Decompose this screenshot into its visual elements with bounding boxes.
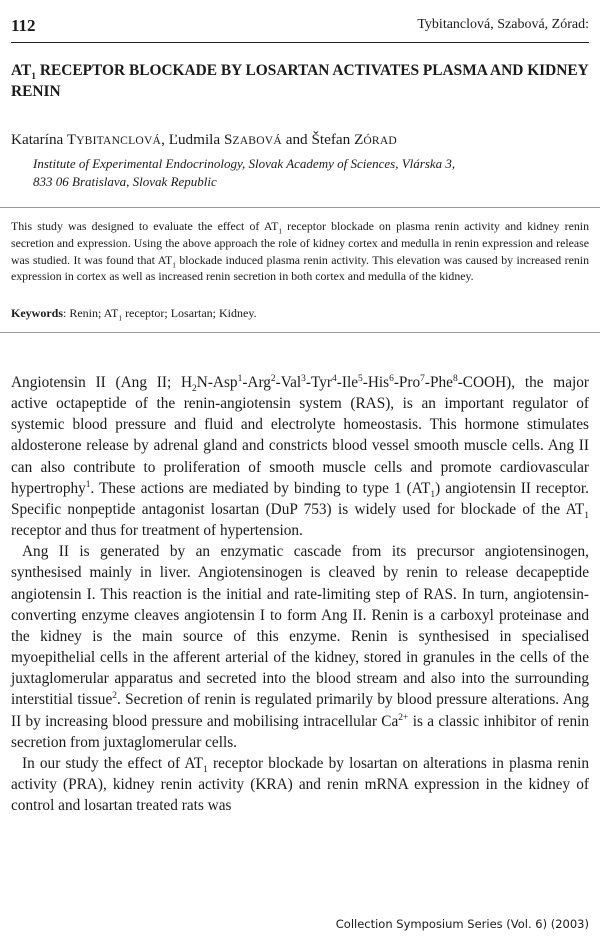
paragraph-3: In our study the effect of $AT_1$ receptor blockade by losartan on alterations in plasma renin activity (PRA), kidney renin activity (KRA) and renin mRNA expression in the kidney of control and losartan treated rats was xyxy=(11,754,589,815)
article-title: $AT_1$ RECEPTOR BLOCKADE BY LOSARTAN ACTIVATES PLASMA AND KIDNEY RENIN xyxy=(11,62,589,100)
abstract-text: This study was designed to evaluate the effect of $AT_1$ receptor blockade on plasma renin activity and kidney renin secretion and expression. Using the above approach the role of kidney cortex and medulla in renin expression and release was studied. It was found that $AT_1$ blockade induced plasma renin activity. This elevation was caused by increased renin expression in cortex as well as increased renin secretion in both cortex and medulla of the kidney. xyxy=(11,219,590,284)
page-footer: Collection Symposium Series (Vol. 6) (2003) xyxy=(335,917,589,931)
affiliation xyxy=(33,155,455,191)
author-3: Štefan ZÓRAD xyxy=(311,131,397,148)
reference-2: 2 xyxy=(112,691,117,702)
affiliation-line-1: Institute of Experimental Endocrinology, Slovak Academy of Sciences, Vlárska 3, xyxy=(33,156,456,171)
affiliation-line-2: 833 06 Bratislava, Slovak Republic xyxy=(33,174,217,189)
article-body xyxy=(11,372,589,816)
paragraph-2: Ang II is generated by an enzymatic cascade from its precursor angiotensinogen, synthesised mainly in liver. Angiotensinogen is cleaved by renin to release decapeptide angiotensin I. This reaction is the initial and rate-limiting step of RAS. In turn, angiotensin-converting enzyme cleaves angiotensin I to form Ang II. Renin is a carboxyl proteinase and the kidney is the main source of this enzyme. Renin is synthesised in specialised myoepithelial cells in the afferent arterial of the kidney, stored in granules in the cells of the juxtaglomerular apparatus and secreted into the blood stream and also into the surrounding interstitial tissue$^2$. Secretion of renin is regulated primarily by blood pressure alterations. Ang II by increasing blood pressure and mobilising intracellular $Ca^{2+}$ is a classic inhibitor of renin secretion from juxtaglomerular cells. xyxy=(11,543,590,751)
header-rule xyxy=(11,42,589,43)
keywords-label: Keywords xyxy=(11,306,63,320)
keywords: Keywords: Renin; $AT_1$ receptor; Losartan; Kidney. xyxy=(11,306,257,323)
author-list: Katarína TYBITANCLOVÁ, Ľudmila SZABOVÁ and Štefan ZÓRAD xyxy=(11,131,397,148)
running-head: Tybitanclová, Szabová, Zórad: xyxy=(417,17,589,32)
author-1: Katarína TYBITANCLOVÁ xyxy=(11,131,162,148)
author-2: Ľudmila SZABOVÁ xyxy=(168,131,282,148)
page-header xyxy=(11,14,589,40)
abstract-section xyxy=(0,207,600,333)
reference-1: 1 xyxy=(85,479,91,490)
paragraph-1: Angiotensin II (Ang II; $H_2N-Asp^1-Arg^2-Val^3-Tyr^4-Ile^5-His^6-Pro^7-Phe^8-COOH$), the major active octapeptide of the renin-angiotensin system (RAS), is an important regulator of systemic blood pressure and fluid and electrolyte homeostasis. This hormone stimulates aldosterone release by adrenal gland and constricts blood vessel smooth muscle cells. Ang II can also contribute to proliferation of smooth muscle cells and promote cardiovascular hypertrophy$^1$. These actions are mediated by binding to type 1 $(AT_1)$ angiotensin II receptor. Specific nonpeptide antagonist losartan (DuP 753) is widely used for blockade of the $AT_1$ receptor and thus for treatment of hypertension. xyxy=(11,373,589,540)
page-number: 112 xyxy=(11,16,36,35)
